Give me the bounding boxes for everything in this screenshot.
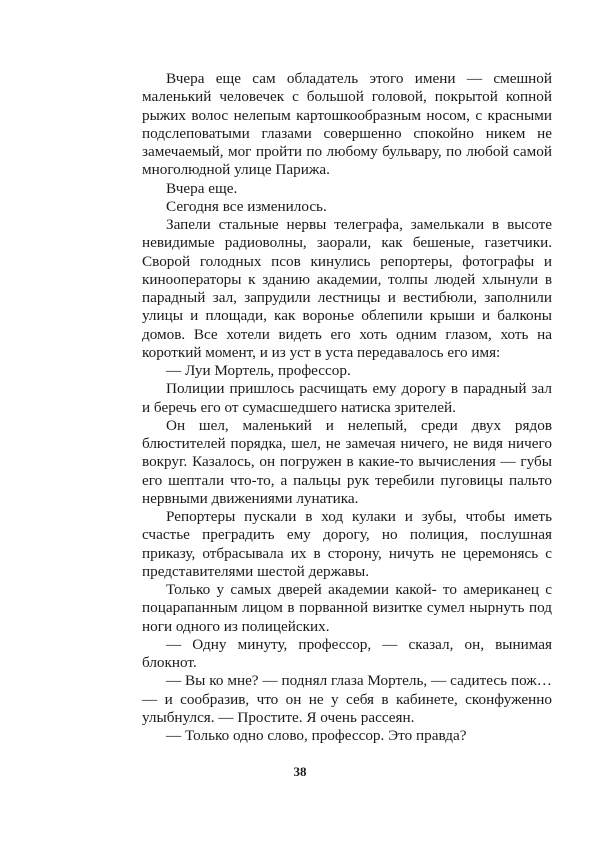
paragraph: Полиции пришлось расчищать ему дорогу в парадный зал и беречь его от сумасшедшего натиска зрителей. <box>142 380 552 416</box>
paragraph: Только у самых дверей академии какой- то американец с поцарапанным лицом в порванной визитке сумел нырнуть под ноги одного из полицейских. <box>142 581 552 635</box>
paragraph: — Одну минуту, профессор, — сказал, он, вынимая блокнот. <box>142 635 552 671</box>
paragraph: — Только одно слово, профессор. Это правда? <box>166 727 467 744</box>
paragraph: — Вы ко мне? — поднял глаза Мортель, — садитесь пож… — и сообразив, что он не у себя в кабинете, сконфуженно улыбнулся. — Простите. Я очень рассеян. <box>142 672 552 726</box>
paragraph: Он шел, маленький и нелепый, среди двух рядов блюстителей порядка, шел, не замечая ничего, не видя ничего вокруг. Казалось, он погружен в какие-то вычисления — губы его шептали что-то, а пальцы рук теребили пуговицы пальто нервными движениями лунатика. <box>142 416 552 507</box>
paragraph: Запели стальные нервы телеграфа, замелькали в высоте невидимые радиоволны, заорали, как бешеные, газетчики. Сворой голодных псов кинулись репортеры, фотографы и кинооператоры к зданию академии, толпы людей хлынули в парадный зал, запрудили лестницы и вестибюли, заполнили улицы и площади, как воронье облепили крыши и балконы домов. Все хотели видеть его хоть одним глазом, хоть на короткий момент, и из уст в уста передавалось его имя: <box>142 216 552 361</box>
paragraph: Вчера еще. <box>166 179 238 197</box>
body-text <box>142 70 552 745</box>
paragraph: Сегодня все изменилось. <box>166 197 327 215</box>
paragraph: Репортеры пускали в ход кулаки и зубы, чтобы иметь счастье преградить ему дорогу, но полиция, послушная приказу, отбрасывала их в сторону, ничуть не церемонясь с представителями шестой державы. <box>142 508 552 580</box>
paragraph: Вчера еще сам обладатель этого имени — смешной маленький человечек с большой головой, покрытой копной рыжих волос нелепым картошкообразным носом, с красными подслеповатыми глазами совершенно спокойно никем не замечаемый, мог пройти по любому бульвару, по любой самой многолюдной улице Парижа. <box>142 70 552 179</box>
page-number: 38 <box>293 764 307 779</box>
paragraph: — Луи Мортель, профессор. <box>166 362 351 379</box>
